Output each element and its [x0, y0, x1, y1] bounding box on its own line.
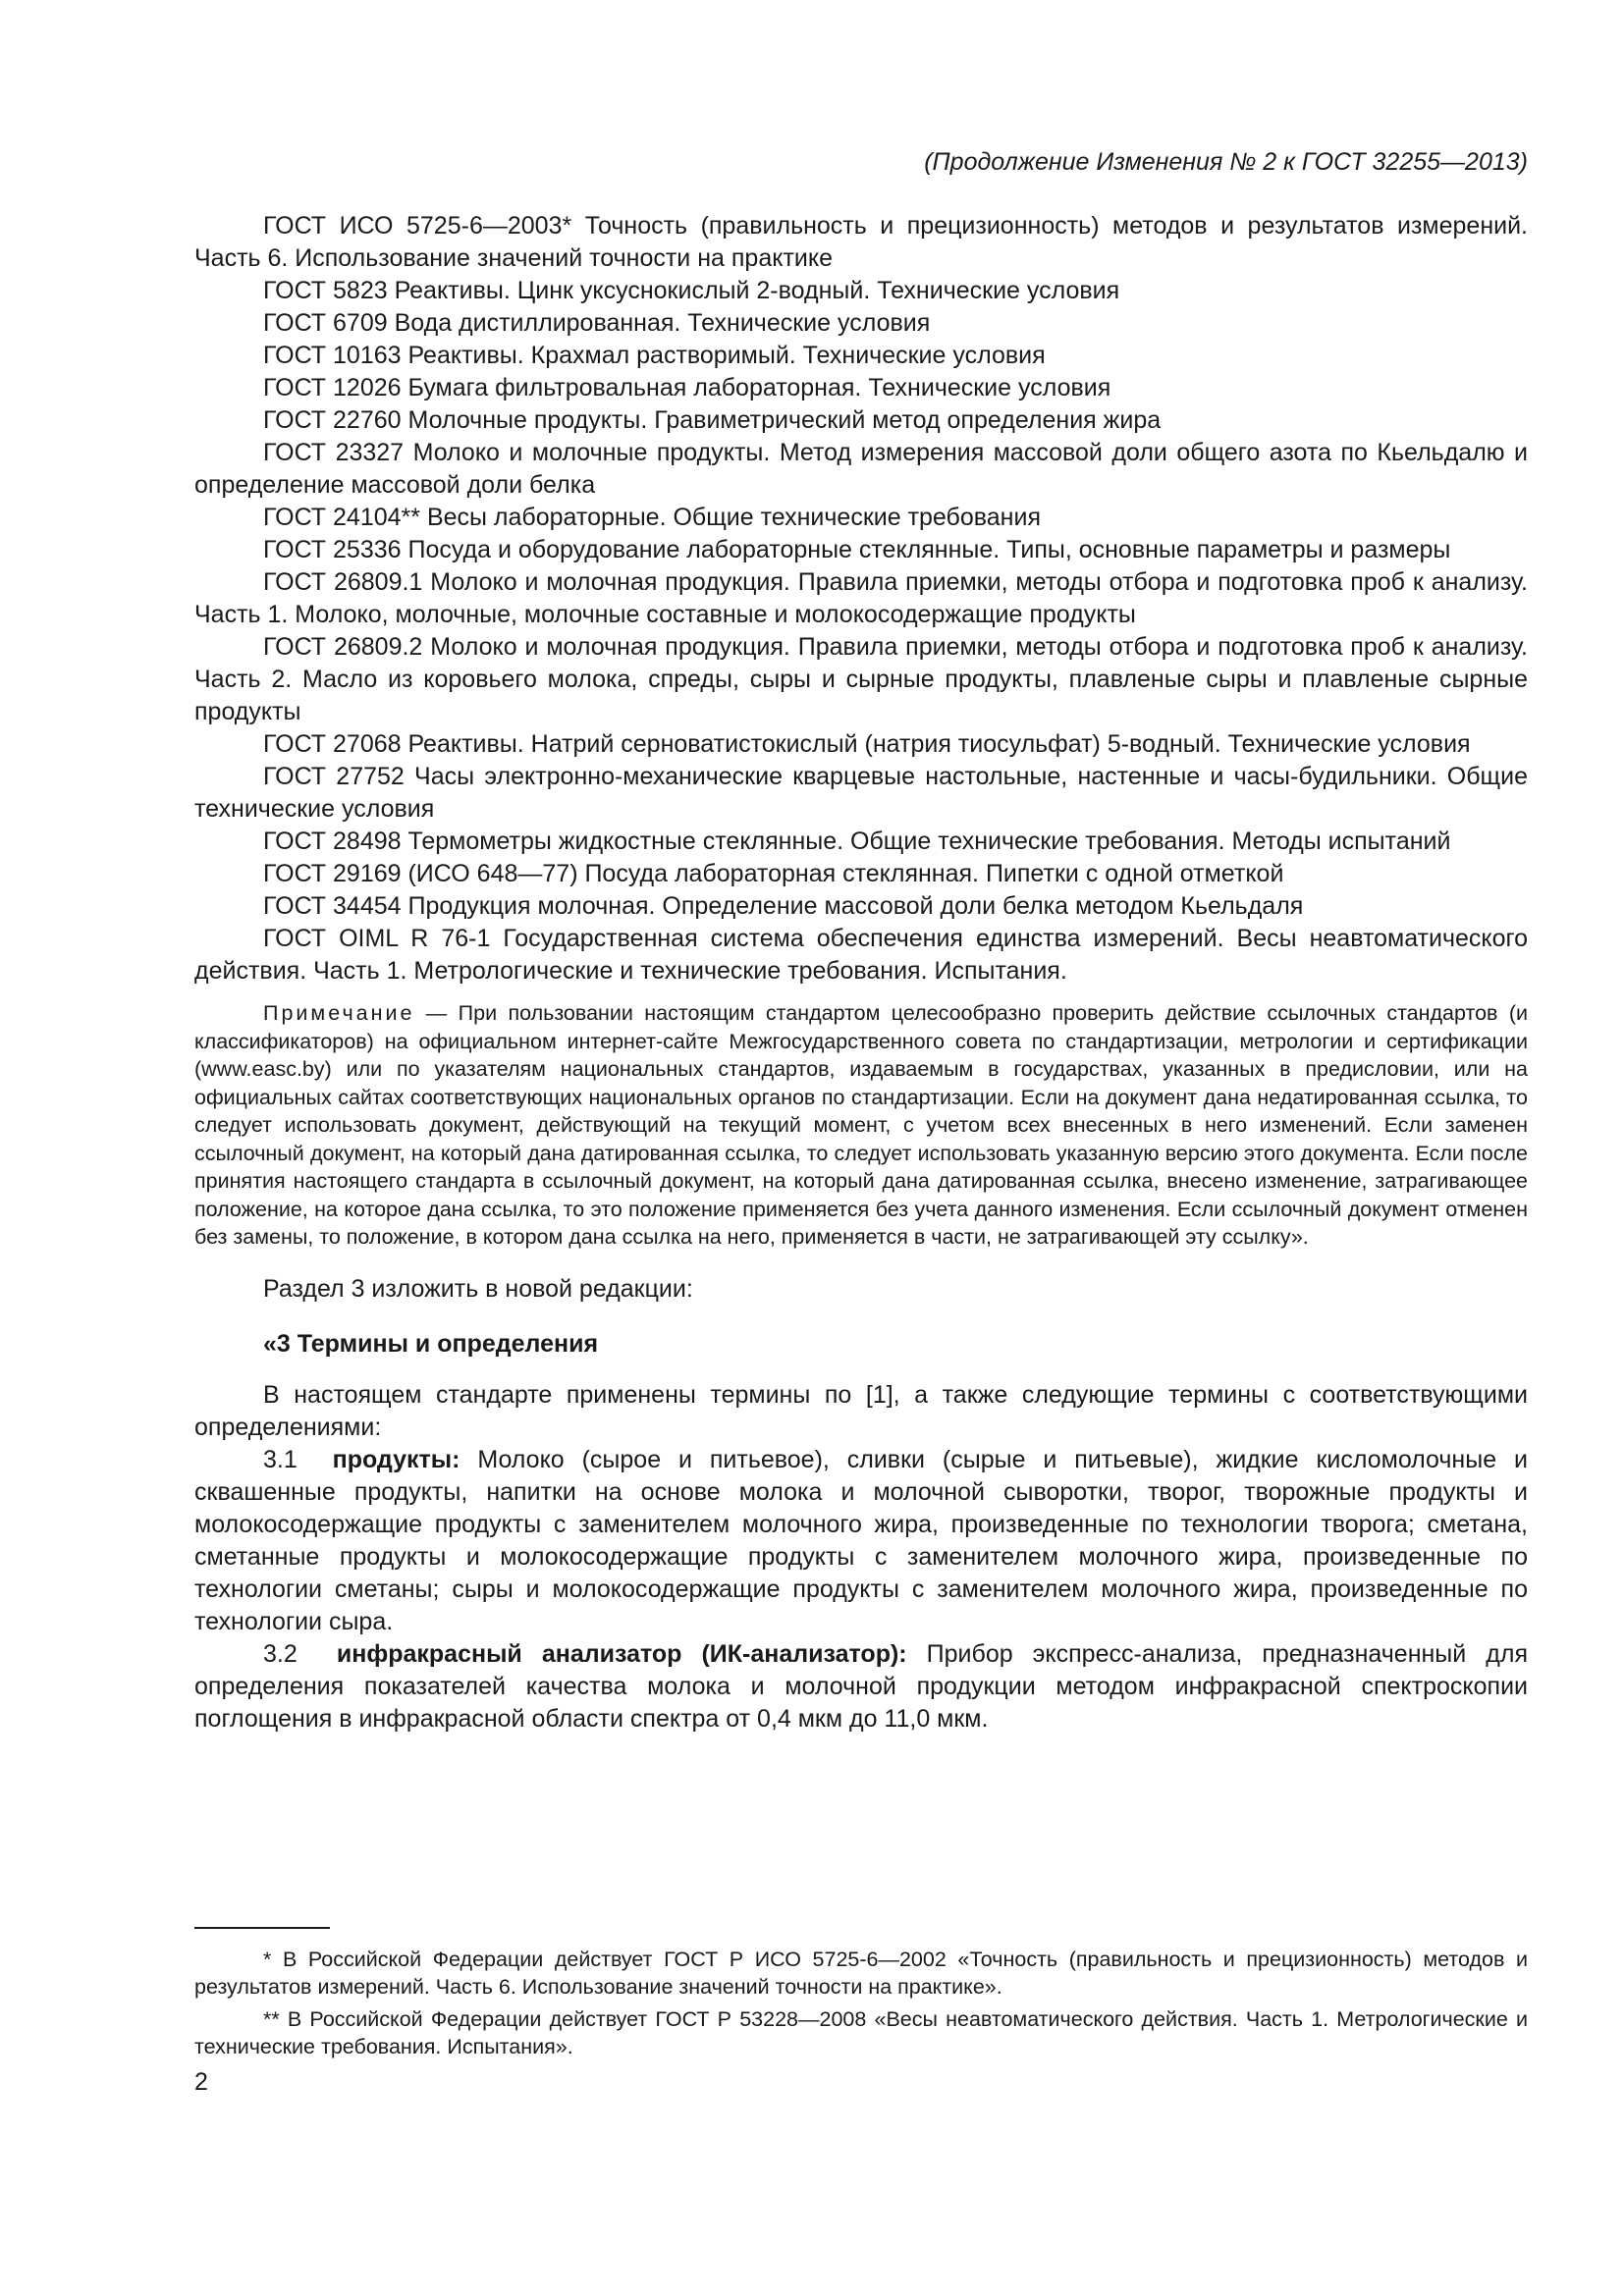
reference-item: ГОСТ 12026 Бумага фильтровальная лабораторная. Технические условия: [263, 374, 1111, 401]
term-name: инфракрасный анализатор (ИК-анализатор):: [336, 1639, 907, 1668]
reference-item: ГОСТ 5823 Реактивы. Цинк уксуснокислый 2-водный. Технические условия: [263, 277, 1120, 304]
reference-item: ГОСТ 6709 Вода дистиллированная. Технические условия: [263, 309, 931, 337]
term-name: продукты:: [332, 1445, 460, 1473]
term-text: Прибор экспресс-анализа, предназначенный для определения показателей качества молока и молочной продукции методом инфракрасной спектроскопии поглощения в инфракрасной области спектра от 0,4 мкм до 11,0 мкм.: [194, 1639, 1528, 1733]
reference-item: ГОСТ 27068 Реактивы. Натрий серноватистокислый (натрия тиосульфат) 5-водный. Технические условия: [263, 730, 1471, 758]
reference-item: ГОСТ 34454 Продукция молочная. Определение массовой доли белка методом Кьельдаля: [263, 892, 1304, 920]
reference-item: ГОСТ 26809.2 Молоко и молочная продукция. Правила приемки, методы отбора и подготовка проб к анализу. Часть 2. Масло из коровьего молока, спреды, сыры и сырные продукты, плавленые сыры и плавленые сырные продукты: [194, 633, 1528, 725]
reference-item: ГОСТ 24104** Весы лабораторные. Общие технические требования: [263, 504, 1041, 531]
reference-item: ГОСТ 22760 Молочные продукты. Гравиметрический метод определения жира: [263, 406, 1162, 434]
reference-item: ГОСТ 28498 Термометры жидкостные стеклянные. Общие технические требования. Методы испытаний: [263, 828, 1451, 855]
note-paragraph: [194, 999, 1528, 1252]
reference-item: ГОСТ OIML R 76-1 Государственная система обеспечения единства измерений. Весы неавтоматического действия. Часть 1. Метрологические и технические требования. Испытания.: [194, 925, 1528, 985]
main-text: [194, 210, 1528, 1735]
note-label: Примечание: [263, 1001, 415, 1025]
term-definition: [194, 1444, 1528, 1638]
reference-item: ГОСТ 29169 (ИСО 648—77) Посуда лабораторная стеклянная. Пипетки с одной отметкой: [263, 860, 1284, 887]
reference-item: ГОСТ 23327 Молоко и молочные продукты. Метод измерения массовой доли общего азота по Кьельдалю и определение массовой доли белка: [194, 439, 1528, 499]
term-number: 3.2: [263, 1639, 298, 1668]
footnote: ** В Российской Федерации действует ГОСТ Р 53228—2008 «Весы неавтоматического действия. Часть 1. Метрологические и технические требования. Испытания».: [194, 2007, 1528, 2058]
continuation-header: (Продолжение Изменения № 2 к ГОСТ 32255—2013): [924, 148, 1528, 176]
footnotes: [194, 1946, 1528, 2065]
reference-item: ГОСТ 27752 Часы электронно-механические кварцевые настольные, настенные и часы-будильники. Общие технические условия: [194, 763, 1528, 823]
reference-item: ГОСТ 26809.1 Молоко и молочная продукция. Правила приемки, методы отбора и подготовка проб к анализу. Часть 1. Молоко, молочные, молочные составные и молокосодержащие продукты: [194, 568, 1528, 628]
note-text: — При пользовании настоящим стандартом целесообразно проверить действие ссылочных стандартов (и классификаторов) на официальном интернет-сайте Межгосударственного совета по стандартизации, метрологии и сертификации (www.easc.by) или по указателям национальных стандартов, издаваемым в государствах, указанных в предисловии, или на официальных сайтах соответствующих национальных органов по стандартизации. Если на документ дана недатированная ссылка, то следует использовать документ, действующий на текущий момент, с учетом всех внесенных в него изменений. Если заменен ссылочный документ, на который дана датированная ссылка, то следует использовать указанную версию этого документа. Если после принятия настоящего стандарта в ссылочный документ, на который дана датированная ссылка, внесено изменение, затрагивающее положение, на которое дана ссылка, то это положение применяется без учета данного изменения. Если ссылочный документ отменен без замены, то положение, в котором дана ссылка на него, применяется в части, не затрагивающей эту ссылку».: [194, 1001, 1528, 1249]
term-text: Молоко (сырое и питьевое), сливки (сырые и питьевые), жидкие кисломолочные и сквашенные продукты, напитки на основе молока и молочной сыворотки, творог, творожные продукты и молокосодержащие продукты с заменителем молочного жира, произведенные по технологии творога; сметана, сметанные продукты и молокосодержащие продукты с заменителем молочного жира, произведенные по технологии сметаны; сыры и молокосодержащие продукты с заменителем молочного жира, произведенные по технологии сыра.: [194, 1445, 1528, 1635]
term-number: 3.1: [263, 1445, 298, 1473]
reference-item: ГОСТ ИСО 5725-6—2003* Точность (правильность и прецизионность) методов и результатов измерений. Часть 6. Использование значений точности на практике: [194, 212, 1528, 272]
page-number: 2: [194, 2068, 208, 2096]
term-definition: [194, 1638, 1528, 1735]
reference-item: ГОСТ 10163 Реактивы. Крахмал растворимый. Технические условия: [263, 342, 1046, 369]
section-instruction: Раздел 3 изложить в новой редакции:: [263, 1274, 693, 1303]
footnote-divider: [194, 1927, 330, 1929]
footnote: * В Российской Федерации действует ГОСТ Р ИСО 5725-6—2002 «Точность (правильность и прецизионность) методов и результатов измерений. Часть 6. Использование значений точности на практике».: [194, 1948, 1528, 1999]
section-intro: В настоящем стандарте применены термины по [1], а также следующие термины с соответствующими определениями:: [194, 1380, 1528, 1441]
section-title: «3 Термины и определения: [263, 1329, 599, 1358]
note-block: [194, 999, 1528, 1252]
references-list: [194, 210, 1528, 988]
reference-item: ГОСТ 25336 Посуда и оборудование лабораторные стеклянные. Типы, основные параметры и размеры: [263, 536, 1451, 563]
